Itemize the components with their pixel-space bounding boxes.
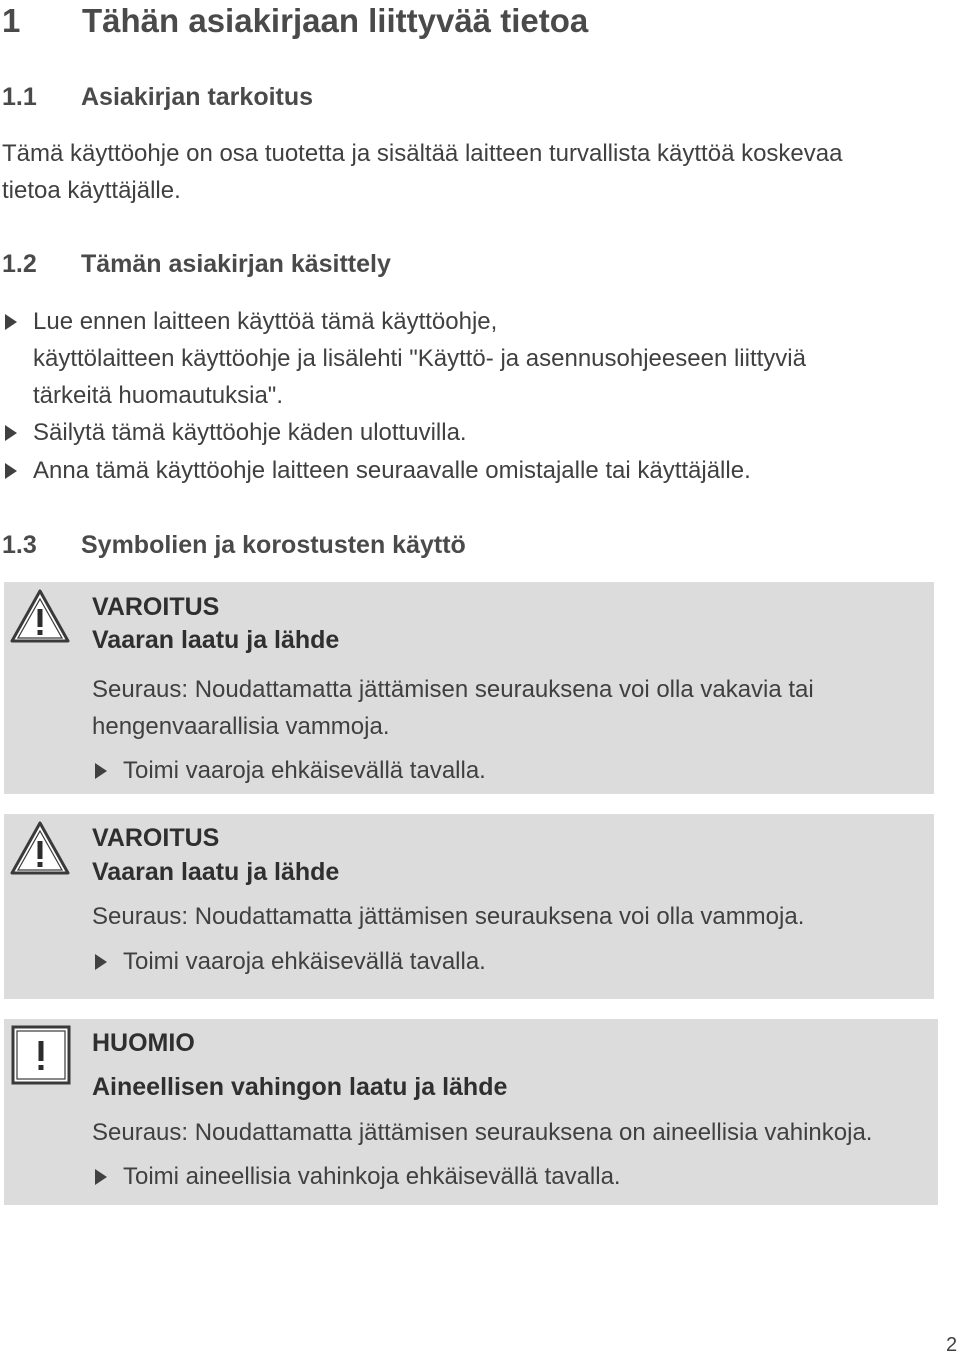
notice-title: Aineellisen vahingon laatu ja lähde <box>92 1073 508 1101</box>
section-title: Tämän asiakirjan käsittely <box>81 250 391 278</box>
bullet-item <box>0 303 806 414</box>
consequence-line: Seuraus: Noudattamatta jättämisen seurauksena voi olla vammoja. <box>92 903 805 930</box>
exclamation-square-icon <box>11 1025 71 1085</box>
caution-notice <box>4 1019 938 1205</box>
bullet-line: tärkeitä huomautuksia". <box>33 382 283 409</box>
notice-signal-word: HUOMIO <box>92 1029 195 1057</box>
bullet-arrow-icon <box>95 763 107 779</box>
warning-triangle-icon <box>9 820 71 876</box>
section-number: 1 <box>2 2 21 39</box>
consequence-line: Seuraus: Noudattamatta jättämisen seurauksena on aineellisia vahinkoja. <box>92 1119 873 1146</box>
bullet-line: Anna tämä käyttöohje laitteen seuraavalle omistajalle tai käyttäjälle. <box>33 457 751 484</box>
section-number: 1.1 <box>2 83 37 111</box>
section-number: 1.2 <box>2 250 37 278</box>
notice-action <box>92 943 486 980</box>
bullet-line: Lue ennen laitteen käyttöä tämä käyttöohje, <box>33 308 498 335</box>
notice-signal-word: VAROITUS <box>92 824 220 852</box>
bullet-item <box>0 452 751 489</box>
warning-triangle-icon <box>9 588 71 644</box>
bullet-arrow-icon <box>5 463 17 479</box>
paragraph-line: Tämä käyttöohje on osa tuotetta ja sisältää laitteen turvallista käyttöä koskevaa <box>2 140 843 167</box>
notice-title: Vaaran laatu ja lähde <box>92 626 340 654</box>
action-line: Toimi aineellisia vahinkoja ehkäisevällä tavalla. <box>123 1163 621 1190</box>
notice-consequence <box>92 1114 872 1151</box>
notice-action <box>92 752 486 789</box>
warning-notice <box>4 582 934 794</box>
action-line: Toimi vaaroja ehkäisevällä tavalla. <box>123 948 486 975</box>
notice-title: Vaaran laatu ja lähde <box>92 858 340 886</box>
consequence-line: Seuraus: Noudattamatta jättämisen seurauksena voi olla vakavia tai <box>92 676 814 703</box>
section-number: 1.3 <box>2 531 37 559</box>
notice-consequence <box>92 671 814 745</box>
consequence-line: hengenvaarallisia vammoja. <box>92 713 390 740</box>
notice-action <box>92 1158 621 1195</box>
section-title: Tähän asiakirjaan liittyvää tietoa <box>82 2 589 39</box>
bullet-arrow-icon <box>95 1169 107 1185</box>
bullet-arrow-icon <box>5 425 17 441</box>
section-title: Asiakirjan tarkoitus <box>81 83 314 111</box>
bullet-line: käyttölaitteen käyttöohje ja lisälehti "Käyttö- ja asennusohjeeseen liittyviä <box>33 345 806 372</box>
paragraph-line: tietoa käyttäjälle. <box>2 177 181 204</box>
bullet-line: Säilytä tämä käyttöohje käden ulottuvilla. <box>33 419 467 446</box>
bullet-item <box>0 414 467 451</box>
bullet-arrow-icon <box>95 954 107 970</box>
action-line: Toimi vaaroja ehkäisevällä tavalla. <box>123 757 486 784</box>
page-number: 2 <box>946 1334 958 1356</box>
notice-signal-word: VAROITUS <box>92 593 220 621</box>
notice-consequence <box>92 898 804 935</box>
purpose-paragraph <box>2 135 842 209</box>
warning-notice <box>4 814 934 999</box>
bullet-arrow-icon <box>5 314 17 330</box>
section-title: Symbolien ja korostusten käyttö <box>81 531 466 559</box>
